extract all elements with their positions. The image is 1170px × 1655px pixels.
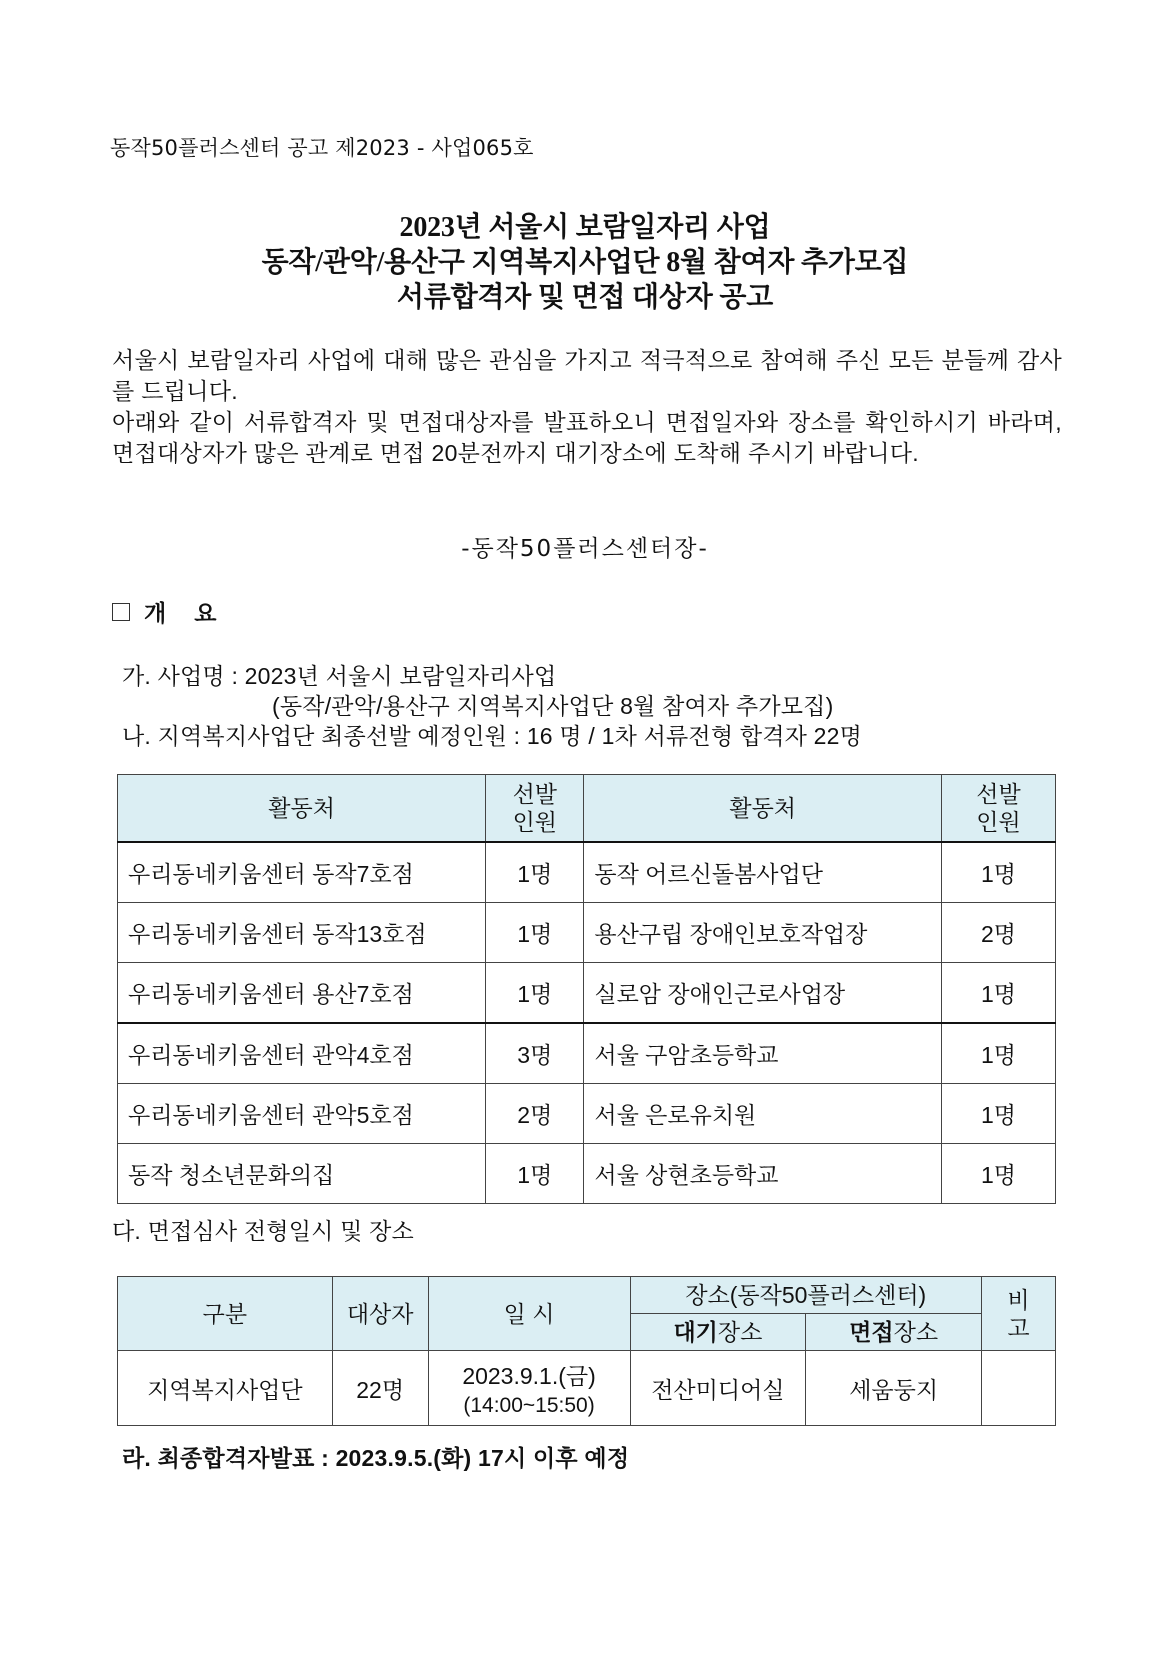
signature: -동작50플러스센터장- <box>461 536 709 562</box>
intro-text <box>112 345 1062 469</box>
left-place: 우리동네키움센터 동작13호점 <box>118 903 486 963</box>
remarks-cell <box>982 1351 1056 1426</box>
item-interview-schedule: 다. 면접심사 전형일시 및 장소 <box>112 1218 414 1244</box>
interview-date: 2023.9.1.(금) <box>462 1363 596 1389</box>
header-count-line1: 선발 <box>512 781 558 807</box>
right-place: 실로암 장애인근로사업장 <box>584 963 942 1024</box>
header-interview-bold: 면접 <box>849 1319 894 1345</box>
header-place-2: 활동처 <box>584 775 942 843</box>
left-count: 1명 <box>486 963 584 1024</box>
document-title <box>0 210 1170 315</box>
table-row <box>118 842 1056 903</box>
notice-number: 동작50플러스센터 공고 제2023 - 사업065호 <box>110 136 534 160</box>
left-place: 우리동네키움센터 동작7호점 <box>118 842 486 903</box>
applicants-cell: 22명 <box>332 1351 428 1426</box>
right-count: 2명 <box>942 903 1056 963</box>
left-count: 1명 <box>486 1144 584 1204</box>
intro-paragraph-1: 서울시 보람일자리 사업에 대해 많은 관심을 가지고 적극적으로 참여해 주신 모든 분들께 감사를 드립니다. <box>112 347 1062 404</box>
right-place: 서울 상현초등학교 <box>584 1144 942 1204</box>
table-row <box>118 1351 1056 1426</box>
table-row <box>118 1144 1056 1204</box>
left-place: 우리동네키움센터 관악5호점 <box>118 1084 486 1144</box>
header-count-2 <box>942 775 1056 843</box>
section-overview-heading <box>112 595 226 628</box>
title-line-2: 동작/관악/용산구 지역복지사업단 8월 참여자 추가모집 <box>261 247 909 278</box>
left-count: 1명 <box>486 903 584 963</box>
header-place: 활동처 <box>118 775 486 843</box>
interview-room-cell: 세움둥지 <box>806 1351 982 1426</box>
header-interview-room <box>806 1314 982 1351</box>
right-count: 1명 <box>942 1144 1056 1204</box>
title-line-3: 서류합격자 및 면접 대상자 공고 <box>396 282 774 313</box>
header-count <box>486 775 584 843</box>
right-count: 1명 <box>942 1023 1056 1084</box>
header-interview-rest: 장소 <box>893 1319 939 1345</box>
placement-table <box>117 774 1056 1204</box>
section-title: 개 요 <box>144 601 227 627</box>
placement-table-header <box>118 775 1056 843</box>
header-remarks <box>982 1277 1056 1351</box>
right-place: 서울 은로유치원 <box>584 1084 942 1144</box>
header-waiting-room <box>630 1314 806 1351</box>
interview-table-header-1 <box>118 1277 1056 1314</box>
left-place: 우리동네키움센터 용산7호점 <box>118 963 486 1024</box>
left-place: 우리동네키움센터 관악4호점 <box>118 1023 486 1084</box>
waiting-room-cell: 전산미디어실 <box>630 1351 806 1426</box>
title-line-1: 2023년 서울시 보람일자리 사업 <box>399 212 771 243</box>
left-count: 3명 <box>486 1023 584 1084</box>
datetime-cell <box>428 1351 630 1426</box>
header-waiting-rest: 장소 <box>717 1319 763 1345</box>
right-place: 서울 구암초등학교 <box>584 1023 942 1084</box>
right-count: 1명 <box>942 1084 1056 1144</box>
category-cell: 지역복지사업단 <box>118 1351 333 1426</box>
header-count-line2: 인원 <box>512 809 558 835</box>
item-project-name: 가. 사업명 : 2023년 서울시 보람일자리사업 <box>122 663 557 689</box>
table-row <box>118 963 1056 1024</box>
header-remarks-line1: 비 <box>1007 1286 1030 1313</box>
interview-table <box>117 1276 1056 1426</box>
empty-square-icon <box>112 603 130 621</box>
right-place: 동작 어르신돌봄사업단 <box>584 842 942 903</box>
left-count: 1명 <box>486 842 584 903</box>
header-applicants: 대상자 <box>332 1277 428 1351</box>
left-place: 동작 청소년문화의집 <box>118 1144 486 1204</box>
header-location: 장소(동작50플러스센터) <box>630 1277 982 1314</box>
header-waiting-bold: 대기 <box>673 1319 718 1345</box>
table-row <box>118 1023 1056 1084</box>
item-project-name-sub: (동작/관악/용산구 지역복지사업단 8월 참여자 추가모집) <box>272 693 834 719</box>
header-datetime: 일 시 <box>428 1277 630 1351</box>
right-place: 용산구립 장애인보호작업장 <box>584 903 942 963</box>
header-count-line1: 선발 <box>976 781 1021 807</box>
right-count: 1명 <box>942 842 1056 903</box>
header-category: 구분 <box>118 1277 333 1351</box>
header-count-line2: 인원 <box>976 809 1021 835</box>
header-remarks-line2: 고 <box>1007 1314 1030 1341</box>
intro-paragraph-2: 아래와 같이 서류합격자 및 면접대상자를 발표하오니 면접일자와 장소를 확인하시기 바라며, 면접대상자가 많은 관계로 면접 20분전까지 대기장소에 도착해 주시기 바랍니다. <box>112 409 1062 466</box>
interview-time: (14:00~15:50) <box>463 1394 595 1417</box>
right-count: 1명 <box>942 963 1056 1024</box>
table-row <box>118 903 1056 963</box>
table-row <box>118 1084 1056 1144</box>
left-count: 2명 <box>486 1084 584 1144</box>
item-selection-count: 나. 지역복지사업단 최종선발 예정인원 : 16 명 / 1차 서류전형 합격자 22명 <box>122 723 863 749</box>
item-final-announcement: 라. 최종합격자발표 : 2023.9.5.(화) 17시 이후 예정 <box>122 1445 630 1471</box>
